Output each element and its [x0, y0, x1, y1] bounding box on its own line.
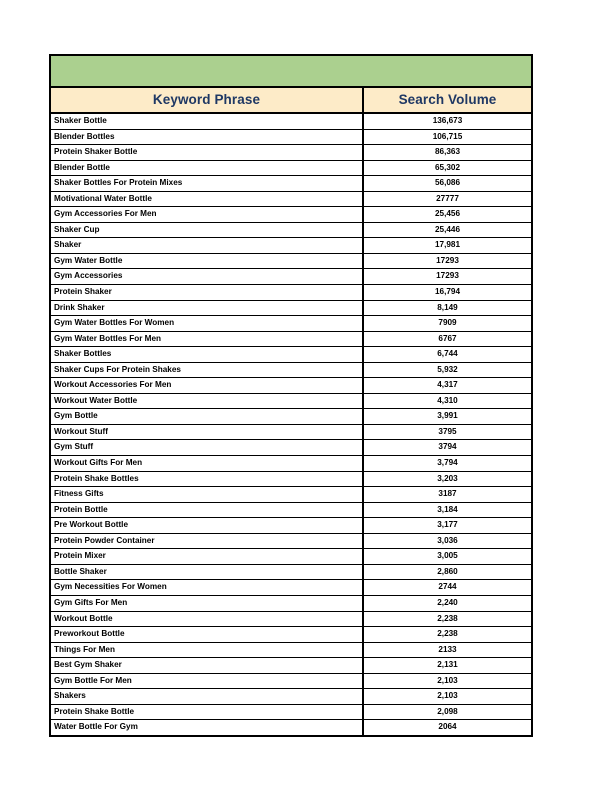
cell-search-volume[interactable]: 3,036: [363, 533, 531, 549]
table-row[interactable]: [51, 316, 531, 332]
cell-search-volume[interactable]: 17293: [363, 253, 531, 269]
cell-keyword-phrase[interactable]: Preworkout Bottle: [51, 627, 363, 643]
cell-search-volume[interactable]: 17,981: [363, 238, 531, 254]
table-row[interactable]: [51, 704, 531, 720]
table-title-banner: [51, 56, 531, 88]
cell-keyword-phrase[interactable]: Blender Bottle: [51, 160, 363, 176]
cell-keyword-phrase[interactable]: Best Gym Shaker: [51, 658, 363, 674]
cell-keyword-phrase[interactable]: Gym Gifts For Men: [51, 595, 363, 611]
cell-keyword-phrase[interactable]: Motivational Water Bottle: [51, 191, 363, 207]
table-row[interactable]: [51, 331, 531, 347]
cell-keyword-phrase[interactable]: Gym Water Bottles For Women: [51, 316, 363, 332]
cell-keyword-phrase[interactable]: Gym Bottle For Men: [51, 673, 363, 689]
table-row[interactable]: [51, 347, 531, 363]
keyword-volume-table: [49, 54, 533, 737]
table-row[interactable]: [51, 689, 531, 705]
table-row[interactable]: [51, 113, 531, 129]
cell-search-volume[interactable]: 4,317: [363, 378, 531, 394]
table-row[interactable]: [51, 673, 531, 689]
cell-keyword-phrase[interactable]: Protein Powder Container: [51, 533, 363, 549]
table-row[interactable]: [51, 300, 531, 316]
cell-keyword-phrase[interactable]: Shaker Cup: [51, 222, 363, 238]
cell-search-volume[interactable]: 2,238: [363, 611, 531, 627]
cell-search-volume[interactable]: 25,446: [363, 222, 531, 238]
table-row[interactable]: [51, 518, 531, 534]
cell-keyword-phrase[interactable]: Protein Mixer: [51, 549, 363, 565]
cell-keyword-phrase[interactable]: Protein Shaker: [51, 285, 363, 301]
table-row[interactable]: [51, 627, 531, 643]
cell-search-volume[interactable]: 2133: [363, 642, 531, 658]
cell-keyword-phrase[interactable]: Fitness Gifts: [51, 487, 363, 503]
cell-keyword-phrase[interactable]: Gym Bottle: [51, 409, 363, 425]
cell-keyword-phrase[interactable]: Gym Accessories For Men: [51, 207, 363, 223]
cell-search-volume[interactable]: 106,715: [363, 129, 531, 145]
table-row[interactable]: [51, 440, 531, 456]
table-row[interactable]: [51, 362, 531, 378]
cell-keyword-phrase[interactable]: Gym Water Bottle: [51, 253, 363, 269]
cell-search-volume[interactable]: 3187: [363, 487, 531, 503]
cell-keyword-phrase[interactable]: Gym Stuff: [51, 440, 363, 456]
table-row[interactable]: [51, 269, 531, 285]
table-row[interactable]: [51, 145, 531, 161]
cell-keyword-phrase[interactable]: Protein Shake Bottle: [51, 704, 363, 720]
cell-keyword-phrase[interactable]: Workout Stuff: [51, 424, 363, 440]
cell-search-volume[interactable]: 7909: [363, 316, 531, 332]
table-row[interactable]: [51, 160, 531, 176]
cell-search-volume[interactable]: 3,005: [363, 549, 531, 565]
cell-keyword-phrase[interactable]: Shaker Bottles For Protein Mixes: [51, 176, 363, 192]
cell-keyword-phrase[interactable]: Protein Bottle: [51, 502, 363, 518]
cell-search-volume[interactable]: 2,131: [363, 658, 531, 674]
table-title-text: [51, 56, 531, 86]
cell-keyword-phrase[interactable]: Workout Bottle: [51, 611, 363, 627]
cell-search-volume[interactable]: 3795: [363, 424, 531, 440]
column-header-search-volume[interactable]: Search Volume: [363, 88, 531, 113]
cell-search-volume[interactable]: 2064: [438, 722, 457, 732]
data-grid: [51, 88, 531, 735]
cell-keyword-phrase[interactable]: Workout Water Bottle: [51, 393, 363, 409]
cell-keyword-phrase[interactable]: Gym Necessities For Women: [51, 580, 363, 596]
cell-search-volume[interactable]: 86,363: [363, 145, 531, 161]
cell-search-volume[interactable]: 2,860: [363, 564, 531, 580]
cell-search-volume[interactable]: 56,086: [363, 176, 531, 192]
cell-search-volume[interactable]: 2744: [363, 580, 531, 596]
cell-keyword-phrase[interactable]: Protein Shake Bottles: [51, 471, 363, 487]
cell-keyword-phrase[interactable]: Workout Accessories For Men: [51, 378, 363, 394]
cell-keyword-phrase[interactable]: Gym Accessories: [51, 269, 363, 285]
table-row[interactable]: [51, 533, 531, 549]
cell-keyword-phrase[interactable]: Things For Men: [51, 642, 363, 658]
table-row[interactable]: [51, 720, 531, 735]
cell-search-volume[interactable]: 3,203: [363, 471, 531, 487]
table-row[interactable]: [51, 207, 531, 223]
table-header: [51, 88, 531, 113]
table-row[interactable]: [51, 471, 531, 487]
table-row[interactable]: [51, 424, 531, 440]
header-row: [51, 88, 531, 113]
cell-keyword-phrase[interactable]: Shaker Bottle: [51, 113, 363, 129]
cell-search-volume[interactable]: 27777: [363, 191, 531, 207]
table-row[interactable]: [51, 642, 531, 658]
cell-search-volume[interactable]: 25,456: [363, 207, 531, 223]
table-row[interactable]: [51, 564, 531, 580]
cell-keyword-phrase[interactable]: Shaker Cups For Protein Shakes: [51, 362, 363, 378]
cell-search-volume[interactable]: 6767: [363, 331, 531, 347]
cell-keyword-phrase[interactable]: Drink Shaker: [51, 300, 363, 316]
table-row[interactable]: [51, 285, 531, 301]
cell-search-volume[interactable]: 5,932: [363, 362, 531, 378]
table-row[interactable]: [51, 580, 531, 596]
table-row[interactable]: [51, 191, 531, 207]
cell-search-volume[interactable]: 3,794: [363, 456, 531, 472]
cell-keyword-phrase[interactable]: Bottle Shaker: [51, 564, 363, 580]
cell-search-volume[interactable]: 3,991: [363, 409, 531, 425]
cell-search-volume[interactable]: 3794: [363, 440, 531, 456]
cell-keyword-phrase[interactable]: Shaker Bottles: [51, 347, 363, 363]
table-body: [51, 113, 531, 735]
cell-search-volume[interactable]: 8,149: [363, 300, 531, 316]
cell-search-volume[interactable]: 3,177: [363, 518, 531, 534]
table-row[interactable]: [51, 393, 531, 409]
cell-keyword-phrase[interactable]: Blender Bottles: [51, 129, 363, 145]
table-row[interactable]: [51, 409, 531, 425]
cell-search-volume[interactable]: 65,302: [363, 160, 531, 176]
cell-search-volume[interactable]: 6,744: [363, 347, 531, 363]
table-row[interactable]: [51, 487, 531, 503]
cell-keyword-phrase[interactable]: Water Bottle For Gym: [51, 720, 363, 735]
cell-keyword-phrase[interactable]: Shaker: [51, 238, 363, 254]
cell-search-volume[interactable]: 2,098: [363, 704, 531, 720]
cell-keyword-phrase[interactable]: Gym Water Bottles For Men: [51, 331, 363, 347]
table-row[interactable]: [51, 595, 531, 611]
column-header-keyword-phrase[interactable]: Keyword Phrase: [51, 88, 363, 113]
cell-search-volume[interactable]: 16,794: [363, 285, 531, 301]
cell-search-volume[interactable]: 2,240: [363, 595, 531, 611]
cell-search-volume[interactable]: 2,103: [363, 689, 531, 705]
cell-search-volume[interactable]: 136,673: [363, 113, 531, 129]
cell-search-volume[interactable]: 3,184: [363, 502, 531, 518]
cell-search-volume[interactable]: 4,310: [363, 393, 531, 409]
cell-keyword-phrase[interactable]: Pre Workout Bottle: [51, 518, 363, 534]
table-row[interactable]: [51, 611, 531, 627]
table-row[interactable]: [51, 222, 531, 238]
table-row[interactable]: [51, 502, 531, 518]
table-row[interactable]: [51, 658, 531, 674]
table-row[interactable]: [51, 456, 531, 472]
cell-search-volume[interactable]: 2,103: [363, 673, 531, 689]
cell-keyword-phrase[interactable]: Workout Gifts For Men: [51, 456, 363, 472]
cell-keyword-phrase[interactable]: Shakers: [51, 689, 363, 705]
table-row[interactable]: [51, 378, 531, 394]
cell-search-volume[interactable]: 2,238: [363, 627, 531, 643]
cell-keyword-phrase[interactable]: Protein Shaker Bottle: [51, 145, 363, 161]
table-row[interactable]: [51, 253, 531, 269]
table-row[interactable]: [51, 238, 531, 254]
table-row[interactable]: [51, 176, 531, 192]
cell-search-volume[interactable]: 17293: [363, 269, 531, 285]
table-row[interactable]: [51, 549, 531, 565]
table-row[interactable]: [51, 129, 531, 145]
